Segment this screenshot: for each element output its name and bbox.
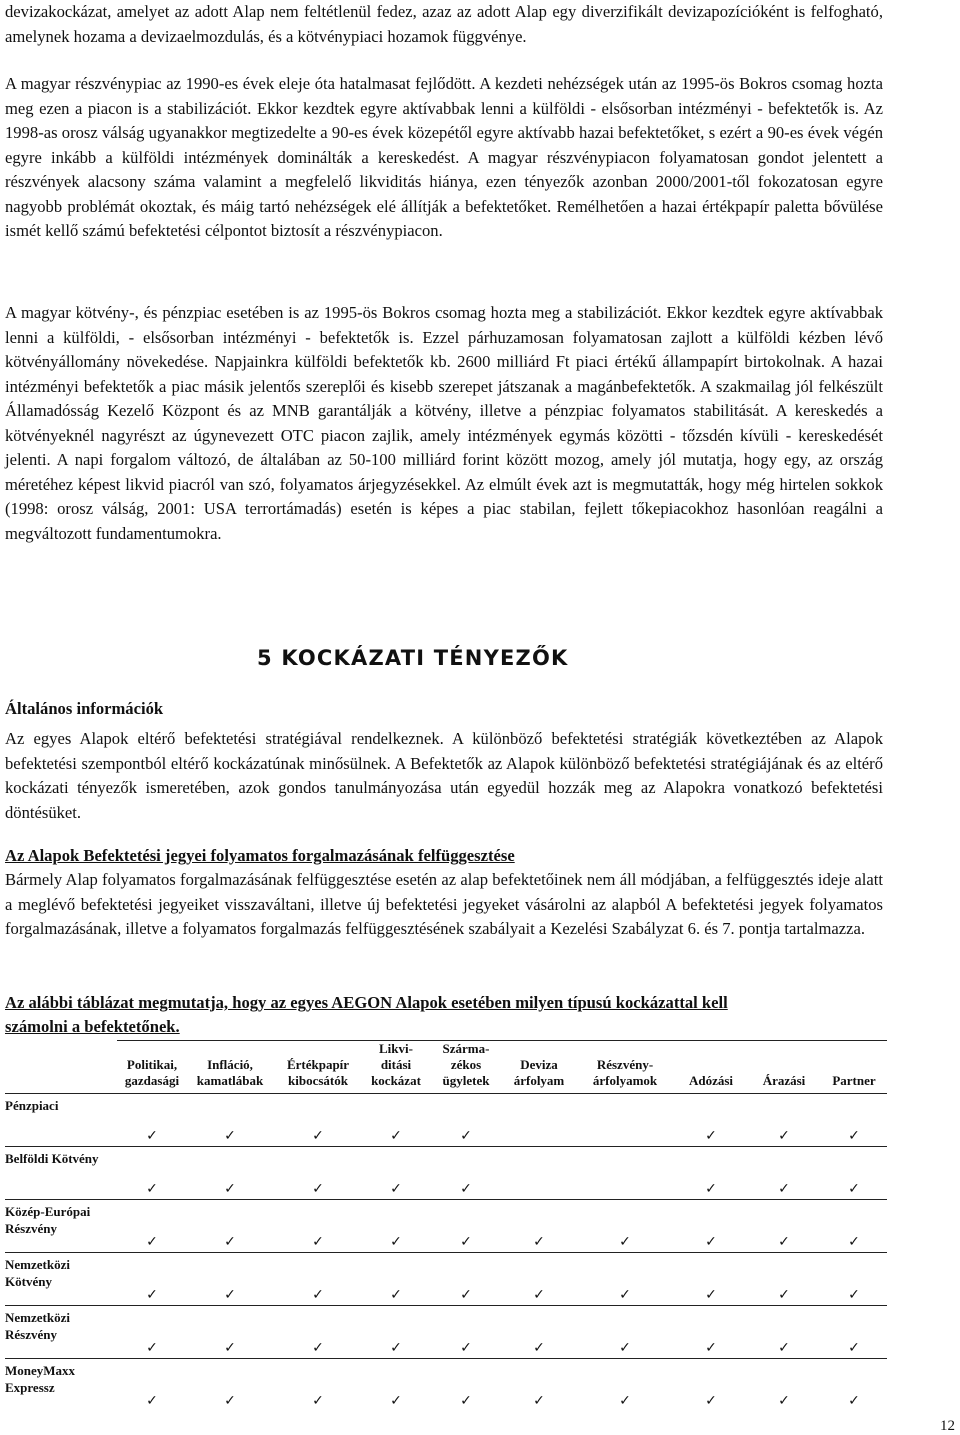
checkmark-cell: ✓ <box>363 1200 429 1253</box>
checkmark-cell: ✓ <box>675 1094 747 1147</box>
general-info-heading: Általános információk <box>5 699 164 718</box>
checkmark-cell: ✓ <box>429 1147 503 1200</box>
chapter-title: 5 KOCKÁZATI TÉNYEZŐK <box>257 646 569 670</box>
checkmark-cell: ✓ <box>363 1359 429 1412</box>
checkmark-cell: ✓ <box>575 1306 675 1359</box>
table-row <box>5 1306 887 1359</box>
checkmark-cell: ✓ <box>429 1200 503 1253</box>
table-row <box>5 1359 887 1412</box>
checkmark-cell: ✓ <box>575 1359 675 1412</box>
checkmark-cell: ✓ <box>117 1359 187 1412</box>
checkmark-cell <box>575 1147 675 1200</box>
checkmark-cell: ✓ <box>273 1094 363 1147</box>
checkmark-cell: ✓ <box>747 1147 821 1200</box>
checkmark-cell <box>503 1147 575 1200</box>
checkmark-cell: ✓ <box>429 1253 503 1306</box>
checkmark-cell: ✓ <box>821 1359 887 1412</box>
column-header: Részvény-árfolyamok <box>575 1041 675 1094</box>
checkmark-cell: ✓ <box>747 1359 821 1412</box>
checkmark-cell: ✓ <box>675 1306 747 1359</box>
column-header: Partner <box>821 1041 887 1094</box>
column-header: Likvi-ditási kockázat <box>363 1041 429 1094</box>
row-label: Nemzetközi Részvény <box>5 1306 117 1359</box>
checkmark-cell: ✓ <box>675 1359 747 1412</box>
checkmark-cell: ✓ <box>503 1253 575 1306</box>
risk-table-body <box>5 1094 887 1412</box>
checkmark-cell: ✓ <box>747 1253 821 1306</box>
checkmark-cell: ✓ <box>575 1200 675 1253</box>
table-row <box>5 1094 887 1147</box>
checkmark-cell: ✓ <box>675 1200 747 1253</box>
checkmark-cell: ✓ <box>503 1306 575 1359</box>
column-header: Értékpapír kibocsátók <box>273 1041 363 1094</box>
checkmark-cell: ✓ <box>747 1094 821 1147</box>
checkmark-cell <box>503 1094 575 1147</box>
checkmark-cell: ✓ <box>363 1094 429 1147</box>
column-header: Árazási <box>747 1041 821 1094</box>
checkmark-cell: ✓ <box>187 1253 273 1306</box>
table-row <box>5 1200 887 1253</box>
checkmark-cell: ✓ <box>363 1306 429 1359</box>
table-row <box>5 1147 887 1200</box>
checkmark-cell: ✓ <box>503 1200 575 1253</box>
checkmark-cell: ✓ <box>747 1200 821 1253</box>
checkmark-cell: ✓ <box>363 1253 429 1306</box>
risk-table <box>5 1040 887 1411</box>
checkmark-cell: ✓ <box>575 1253 675 1306</box>
risk-table-header <box>5 1041 887 1094</box>
column-header: Politikai, gazdasági <box>117 1041 187 1094</box>
checkmark-cell: ✓ <box>187 1200 273 1253</box>
column-header: Infláció, kamatlábak <box>187 1041 273 1094</box>
row-label: Nemzetközi Kötvény <box>5 1253 117 1306</box>
suspension-section <box>5 845 883 955</box>
checkmark-cell <box>575 1094 675 1147</box>
checkmark-cell: ✓ <box>821 1306 887 1359</box>
row-label: Belföldi Kötvény <box>5 1147 117 1200</box>
checkmark-cell: ✓ <box>503 1359 575 1412</box>
checkmark-cell: ✓ <box>363 1147 429 1200</box>
page-number: 12 <box>940 1418 955 1434</box>
checkmark-cell: ✓ <box>429 1094 503 1147</box>
paragraph-bond-market: A magyar kötvény-, és pénzpiac esetében is az 1995-ös Bokros csomag hozta meg a stabilizációt. Ekkor kezdtek egyre aktívabbak lenni a külföldi, - elsősorban intézményi - befektetők is. Ezzel párhuzamosan folyamatosan zajlott a külföldi kézben lévő kötvényállomány növekedése. Napjainkra külföldi befektetők kb. 2600 milliárd Ft piaci értékű állampapírt birtokolnak. A hazai intézményi befektetők a piac másik jelentős szereplői és kisebb szerepet játszanak a magánbefektetők. A szakmailag jól felkészült Államadósság Kezelő Központ és az MNB garantálják a kötvény, illetve a pénzpiac folyamatos stabilitását. A kereskedés a kötvényeknél nagyrészt az úgynevezett OTC piacon zajlik, amely intézmények egymás közötti - tőzsdén kívüli - kereskedését jelenti. A napi forgalom változó, de általában az 50-100 milliárd forint között mozog, amely jól mutatja, hogy egy, az ország méretéhez képest likvid piacról van szó, folyamatos árjegyzésekkel. Az elmúlt évek azt is megmutatták, hogy még hirtelen sokkok (1998: orosz válság, 2001: USA terrortámadás) esetén is képes a piac stabilan, fejlett tőkepiacokhoz hasonlóan reagálni a megváltozott fundamentumokra. <box>5 303 883 543</box>
checkmark-cell: ✓ <box>821 1147 887 1200</box>
corner-cell <box>5 1041 117 1094</box>
row-label: Közép-Európai Részvény <box>5 1200 117 1253</box>
checkmark-cell: ✓ <box>273 1200 363 1253</box>
checkmark-cell: ✓ <box>187 1359 273 1412</box>
row-label: Pénzpiaci <box>5 1094 117 1147</box>
checkmark-cell: ✓ <box>273 1359 363 1412</box>
checkmark-cell: ✓ <box>273 1306 363 1359</box>
table-intro: Az alábbi táblázat megmutatja, hogy az egyes AEGON Alapok esetében milyen típusú kockázattal kell számolni a befektetőnek. <box>5 993 728 1036</box>
checkmark-cell: ✓ <box>117 1200 187 1253</box>
checkmark-cell: ✓ <box>429 1359 503 1412</box>
checkmark-cell: ✓ <box>117 1147 187 1200</box>
general-info-text: Az egyes Alapok eltérő befektetési stratégiával rendelkeznek. A különböző befektetési stratégiák következtében az Alapok befektetési szempontból eltérő kockázatúnak minősülnek. A Befektetők az Alapok különböző befektetési stratégiájának és az eltérő kockázati tényezők ismeretében, azok gondos tanulmányozása után egyedül hozzák meg az Alapokra vonatkozó befektetési döntésüket. <box>5 729 883 822</box>
suspension-heading: Az Alapok Befektetési jegyei folyamatos forgalmazásának felfüggesztése <box>5 846 515 865</box>
paragraph-currency-risk: devizakockázat, amelyet az adott Alap nem feltétlenül fedez, azaz az adott Alap egy diverzifikált devizapozícióként is felfogható, amelynek hozama a devizaelmozdulás, és a kötvénypiaci hozamok függvénye. <box>5 2 883 46</box>
suspension-text: Bármely Alap folyamatos forgalmazásának felfüggesztése esetén az alap befektetőinek nem áll módjában, a felfüggesztés ideje alatt a meglévő befektetési jegyeiket visszaváltani, illetve új befektetési jegyeket vásárolni az alapból A befektetési jegyek folyamatos forgalmazásának, illetve a folyamatos forgalmazás felfüggesztésének szabályait a Kezelési Szabályzat 6. és 7. pontja tartalmazza. <box>5 870 883 938</box>
checkmark-cell: ✓ <box>675 1147 747 1200</box>
checkmark-cell: ✓ <box>117 1094 187 1147</box>
checkmark-cell: ✓ <box>821 1200 887 1253</box>
table-row <box>5 1253 887 1306</box>
checkmark-cell: ✓ <box>747 1306 821 1359</box>
checkmark-cell: ✓ <box>429 1306 503 1359</box>
checkmark-cell: ✓ <box>187 1306 273 1359</box>
general-info-section <box>5 698 883 838</box>
checkmark-cell: ✓ <box>273 1253 363 1306</box>
paragraph-stock-market: A magyar részvénypiac az 1990-es évek eleje óta hatalmasat fejlődött. A kezdeti nehézségek után az 1995-ös Bokros csomag hozta meg ezen a piacon is a stabilizációt. Ekkor kezdtek egyre aktívabbak lenni a külföldi - elsősorban intézményi - befektetők is. Az 1998-as orosz válság ugyanakkor megtizedelte a 90-es évek közepétől egyre aktívabb hazai befektetőket, s ezért a 90-es évek végén egyre inkább a külföldi intézmények dominálták a kereskedést. A magyar részvénypiacon folyamatosan gondot jelentett a részvények alacsony száma valamint a megfelelő likviditás hiánya, ezen tényezők azonban 2000/2001-től fokozatosan egyre nagyobb problémát okoztak, és máig tartó nehézségek elé állítják a befektetőket. Remélhetően a hazai értékpapír paletta bővülése ismét kellő számú befektetési célpontot biztosít a részvénypiacon. <box>5 74 883 240</box>
checkmark-cell: ✓ <box>117 1306 187 1359</box>
checkmark-cell: ✓ <box>117 1253 187 1306</box>
checkmark-cell: ✓ <box>675 1253 747 1306</box>
checkmark-cell: ✓ <box>273 1147 363 1200</box>
column-header: Deviza árfolyam <box>503 1041 575 1094</box>
column-header: Szárma-zékos ügyletek <box>429 1041 503 1094</box>
checkmark-cell: ✓ <box>821 1094 887 1147</box>
row-label: MoneyMaxx Expressz <box>5 1359 117 1412</box>
checkmark-cell: ✓ <box>187 1094 273 1147</box>
checkmark-cell: ✓ <box>821 1253 887 1306</box>
column-header: Adózási <box>675 1041 747 1094</box>
checkmark-cell: ✓ <box>187 1147 273 1200</box>
